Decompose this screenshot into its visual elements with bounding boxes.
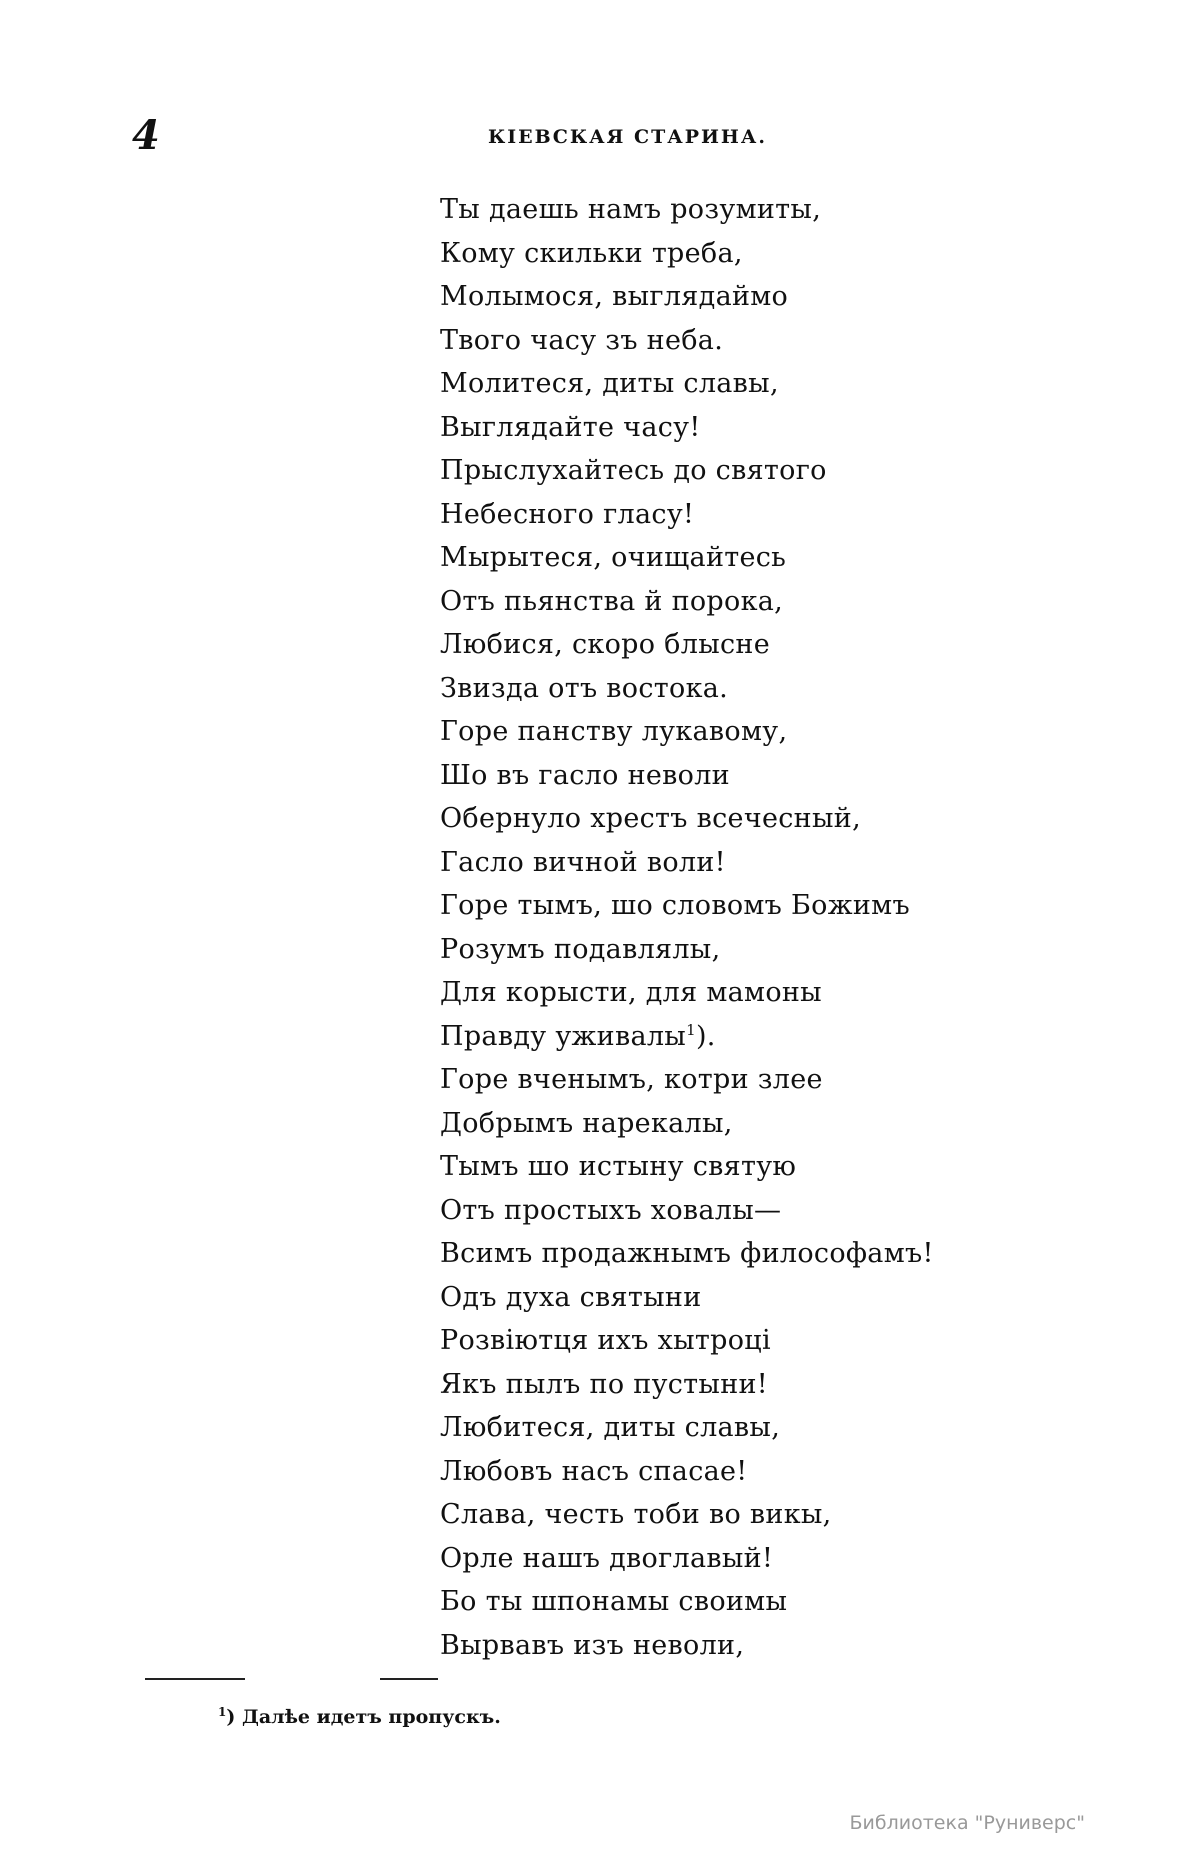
poem-line: Всимъ продажнымъ философамъ! [440, 1238, 934, 1269]
footnote-rule [380, 1678, 438, 1680]
poem-line: Горе тымъ, шо словомъ Божимъ [440, 890, 910, 921]
footnote-reference: 1 [686, 1020, 696, 1039]
footnote-rule [145, 1678, 245, 1680]
poem-line [440, 1015, 934, 1059]
poem-line: Одъ духа святыни [440, 1281, 702, 1313]
poem-line: Обернуло хрестъ всечесный, [440, 803, 861, 834]
poem-line: Добрымъ нарекалы, [440, 1107, 733, 1139]
poem-line: Розвiютця ихъ хытроцi [440, 1325, 771, 1356]
poem-line: Горе панству лукавому, [440, 716, 788, 747]
library-watermark: Библиотека "Руниверс" [849, 1812, 1085, 1834]
poem-line: Выглядайте часу! [440, 411, 701, 443]
poem-line: Небесного гласу! [440, 498, 695, 530]
page-number: 4 [132, 112, 160, 159]
poem-line: Прыслухайтесь до святого [440, 455, 827, 486]
poem-line: Кому скильки треба, [440, 237, 743, 269]
poem-line: Ты даешь намъ розумиты, [440, 194, 822, 225]
poem-line: Слава, честь тоби во викы, [440, 1499, 832, 1530]
poem-line: Якъ пылъ по пустыни! [440, 1368, 768, 1400]
poem-line: Любовъ насъ спасае! [440, 1455, 748, 1487]
footnote-marker: 1 [218, 1705, 227, 1719]
poem-line: Орле нашъ двоглавый! [440, 1542, 774, 1574]
poem-line: Любися, скоро блысне [440, 629, 770, 660]
poem-line: Шо въ гасло неволи [440, 759, 730, 791]
running-title-text: КІЕВСКАЯ СТАРИНА. [488, 126, 767, 148]
poem-line: Отъ пьянства й порока, [440, 585, 784, 617]
footnote-text: ) Далѣе идетъ пропускъ. [226, 1706, 501, 1728]
poem-line: Отъ простыхъ ховалы— [440, 1194, 782, 1226]
poem-line: Молитеся, диты славы, [440, 368, 779, 399]
poem-line-text: Правду уживалы [440, 1020, 687, 1052]
poem-line: Бо ты шпонамы своимы [440, 1586, 788, 1617]
poem-line: Горе вченымъ, котри злее [440, 1064, 823, 1095]
poem-line: Звизда отъ востока. [440, 672, 729, 704]
poem-line: Мырытеся, очищайтесь [440, 542, 787, 573]
running-title [0, 128, 1200, 147]
poem-line: Розумъ подавлялы, [440, 933, 721, 965]
poem-line: Молымося, выглядаймо [440, 281, 789, 312]
footnote [218, 1706, 501, 1728]
poem-line: Любитеся, диты славы, [440, 1412, 781, 1443]
poem-line: Вырвавъ изъ неволи, [440, 1629, 745, 1661]
poem-text [440, 188, 934, 1667]
poem-line: Твого часу зъ неба. [440, 324, 724, 356]
poem-line: Гасло вичной воли! [440, 846, 726, 878]
poem-line: Тымъ шо истыну святую [440, 1151, 797, 1182]
poem-line-punctuation: ). [695, 1020, 716, 1052]
poem-line: Для корысти, для мамоны [440, 977, 822, 1008]
